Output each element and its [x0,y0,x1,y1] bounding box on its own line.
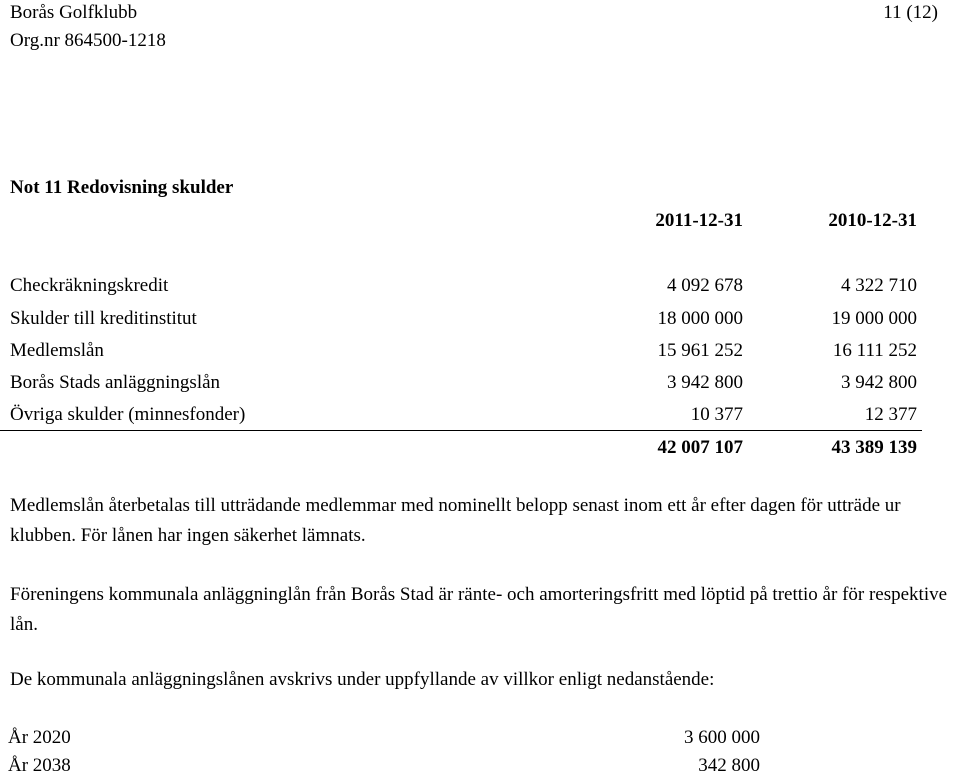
row-label: Checkräkningskredit [10,275,169,296]
column-header-2010: 2010-12-31 [828,210,917,231]
org-number: Org.nr 864500-1218 [10,30,166,51]
row-value-2011: 15 961 252 [657,340,743,361]
row-value-2011: 10 377 [690,404,743,425]
row-value-2011: 18 000 000 [657,308,743,329]
schedule-amount: 3 600 000 [684,727,760,748]
total-value-2011: 42 007 107 [657,437,743,458]
schedule-year: År 2020 [8,727,71,748]
schedule-year: År 2038 [8,755,71,776]
row-value-2011: 4 092 678 [667,275,743,296]
row-value-2010: 3 942 800 [841,372,917,393]
row-label: Övriga skulder (minnesfonder) [10,404,246,425]
company-name: Borås Golfklubb [10,2,138,23]
total-value-2010: 43 389 139 [831,437,917,458]
row-value-2010: 19 000 000 [831,308,917,329]
row-value-2010: 12 377 [864,404,917,425]
paragraph-amortization: De kommunala anläggningslånen avskrivs under uppfyllande av villkor enligt nedanstående: [10,669,715,690]
schedule-amount: 342 800 [698,755,760,776]
paragraph-member-loans: Medlemslån återbetalas till utträdande medlemmar med nominellt belopp senast inom ett år efter dagen för utträde ur klubben. För lånen har ingen säkerhet lämnats. [10,495,901,546]
total-divider [0,430,922,431]
note-title: Not 11 Redovisning skulder [10,177,234,198]
row-value-2011: 3 942 800 [667,372,743,393]
row-label: Borås Stads anläggningslån [10,372,221,393]
page-number: 11 (12) [883,2,938,23]
column-header-2011: 2011-12-31 [655,210,743,231]
paragraph-municipal-loans: Föreningens kommunala anläggninglån från Borås Stad är ränte- och amorteringsfritt med löptid på trettio år för respektive lån. [10,584,948,635]
row-label: Skulder till kreditinstitut [10,308,197,329]
row-label: Medlemslån [10,340,104,361]
row-value-2010: 16 111 252 [832,340,917,361]
row-value-2010: 4 322 710 [841,275,917,296]
